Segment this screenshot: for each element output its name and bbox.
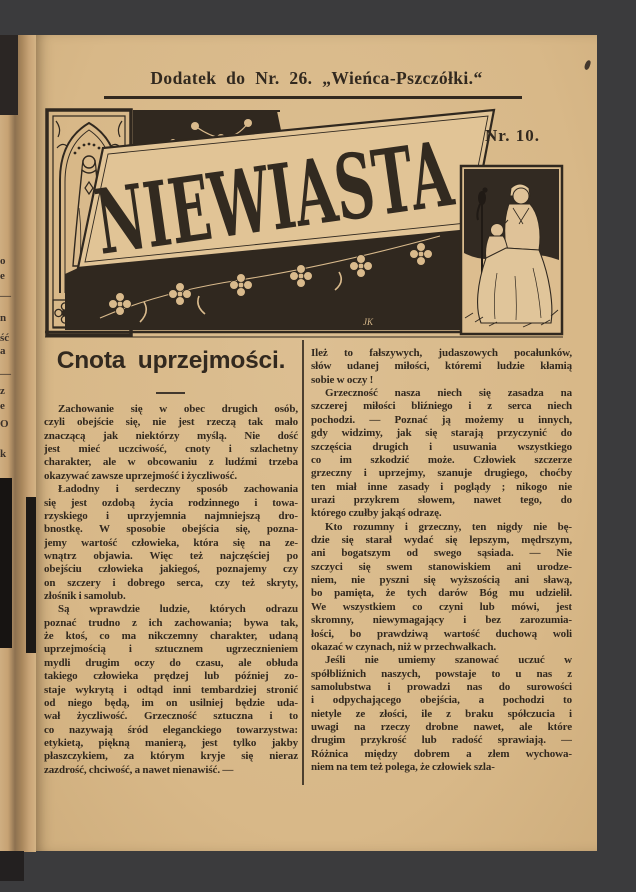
text-line: obejściu człowieka jakiegoś, poznajemy czy (44, 563, 298, 576)
book-edge (0, 478, 12, 648)
text-line: znaczącą jak niektórzy myślą. Nie dość (44, 429, 298, 442)
text-column-left (44, 403, 298, 777)
facing-page-text-fragment: z (0, 385, 5, 397)
text-line: niem na tem też polega, że człowiek szla- (311, 761, 495, 774)
facing-page-text-fragment: n (0, 312, 7, 324)
text-line: szczyci się swem stanowiskiem ani urodze- (311, 560, 572, 573)
masthead-title: NIEWIASTA (89, 118, 476, 276)
text-line: zazdrość, chciwość, a nawet nienawiść. — (44, 763, 234, 776)
issue-number: Nr. 10. (485, 126, 541, 145)
facing-page-text-fragment: O (0, 418, 9, 430)
facing-page-text-fragment: — (0, 290, 11, 302)
text-line: co nazywają śród eleganckiego towarzystwa: (44, 723, 298, 736)
text-line: Są wprawdzie ludzie, których odrazu (58, 603, 298, 616)
column-divider (302, 340, 304, 785)
text-line: gdy widzimy, jak się starają przyczynić do (311, 427, 572, 440)
text-line: co im szkodzić może. Człowiek szczerze (311, 453, 572, 466)
text-line: Ładodny i serdeczny sposób zachowania (58, 483, 298, 496)
article-title: Cnota uprzejmości. (56, 347, 286, 374)
text-line: płaszczykiem, za którym kryje się nieraz (44, 750, 298, 763)
facing-page-text-fragment: e (0, 270, 5, 282)
text-line: niem, nie pyszni się wyższością ani sławą, (311, 574, 572, 587)
text-line: on szczery i dobrego serca, czy też skryty, (44, 576, 298, 589)
text-line: łości, bo prawdziwą wartość duchową woli (311, 627, 572, 640)
text-line: rzyskiego i uprzyjemnia najmniejszą dro- (44, 509, 298, 522)
text-line: jest mieć uczciwość, cnoty i szlachetny (44, 443, 298, 456)
text-line: Kto rozumny i grzeczny, ten nigdy nie bę- (325, 520, 572, 533)
text-line: wnątrz objawia. Więc też najczęściej po (44, 549, 298, 562)
facing-page-text-fragment: a (0, 345, 6, 357)
facing-page-text-fragment: e (0, 400, 5, 412)
text-line: poznać trudno z ich zachowania; bywa tak, (44, 616, 298, 629)
text-line: drugim przykrość lub radość sprawiają. — (311, 734, 572, 747)
artist-signature: JK (363, 317, 373, 327)
text-line: Różnica między dobrem a złem wychowa- (311, 747, 572, 760)
facing-page-text-fragment: — (0, 368, 11, 380)
text-line: jemy wartość człowieka, która się na ze- (44, 536, 298, 549)
supplement-header: Dodatek do Nr. 26. „Wieńca-Pszczółki.“ (150, 68, 483, 88)
text-line: od niego będą, im on usilniej będzie uda- (44, 696, 298, 709)
text-line: okazywać zawsze uprzejmość i życzliwość. (44, 469, 238, 482)
text-line: szczęścia drugich i usuwania wszystkiego (311, 440, 572, 453)
text-column-right (311, 347, 572, 775)
text-line: staje wykrytą i odtąd inni tembardziej stronić (44, 683, 298, 696)
text-line: czyli obejście się, nie jest rzeczą tak mało (44, 416, 298, 429)
text-line: uprzejmością i sztucznem ugrzecznieniem (44, 643, 298, 656)
text-line: Grzeczność nasza niech się zasadza na (325, 387, 572, 400)
text-line: się jest ozdobą życia rodzinnego i towa- (44, 496, 298, 509)
text-line: słów udanej miłości, któremi ludzie kłamią (311, 360, 572, 373)
text-line: szczerej miłości bliźniego i z serca niech (311, 400, 572, 413)
text-line: okazać w czynach, niż w przechwałkach. (311, 640, 497, 653)
text-line: skromny, niewymagający i bez zarozumia- (311, 614, 572, 627)
text-line: którego czułby jakąś odrazę. (311, 507, 442, 520)
text-line: i odpychającego obejścia, a pochodzi to (311, 694, 572, 707)
text-line: grzeczny i uprzejmy, szanuje drugiego, choćby (311, 467, 572, 480)
text-line: bnostkę. W sposobie obejścia się, pozna- (44, 523, 298, 536)
text-line: uwagi na rzeczy drobne nawet, ale które (311, 721, 572, 734)
book-edge (26, 497, 36, 653)
text-line: charakter, ale w obcowaniu z ludźmi trzeba (44, 456, 298, 469)
text-line: etykietą, piękną manierą, jest tylko jakby (44, 736, 298, 749)
page (36, 35, 597, 851)
text-line: We wszystkiem co czyni lub mówi, jest (311, 600, 572, 613)
text-line: dzie się starał wydać się lepszym, mędrszym, (311, 534, 572, 547)
text-line: urazi przykrem słowem, nawet tego, do (311, 493, 572, 506)
text-line: Ileż to fałszywych, judaszowych pocałunków, (311, 347, 572, 359)
facing-page-text-fragment: k (0, 448, 7, 460)
text-line: takiego człowieka prędzej lub później zo- (44, 670, 298, 683)
text-line: ten miał inne zasady i poglądy ; nikogo nie (311, 480, 572, 493)
text-line: że ktoś, co ma nikczemny charakter, udaną (44, 630, 298, 643)
facing-page-edge (0, 35, 13, 775)
text-line: sobie w oczy ! (311, 373, 374, 386)
facing-page-text-fragment: ść (0, 332, 10, 344)
text-line: ani bogatszym od swego sąsiada. — Nie (311, 547, 572, 560)
text-line: mydli drugim oczy do czasu, ale obłuda (44, 656, 298, 669)
text-line: samolubstwa i prowadzi nas do surowości (311, 680, 572, 693)
header-rule (104, 96, 522, 99)
book-edge (0, 851, 24, 881)
text-line: Zachowanie się w obec drugich osób, (58, 403, 298, 415)
text-line: wał życzliwość. Grzeczność sztuczna i to (44, 710, 298, 723)
mother-child-vignette (461, 166, 562, 334)
facing-page-text-fragment: o (0, 255, 6, 267)
text-line: Jeśli nie umiemy szanować uczuć w (325, 654, 572, 667)
title-rule (156, 392, 185, 394)
text-line: bo pamięta, że tych darów Bóg mu udzielił. (311, 587, 572, 600)
madonna-halo (74, 143, 105, 155)
text-line: nietyle ze złości, ile z braku spółczucia i (311, 707, 572, 720)
text-line: spółbliźnich naszych, powstaje to u nas z (311, 667, 572, 680)
text-line: pochodzi. — Poznać ją możemy u innych, (311, 413, 572, 426)
text-line: złośnik i samolub. (44, 590, 126, 603)
